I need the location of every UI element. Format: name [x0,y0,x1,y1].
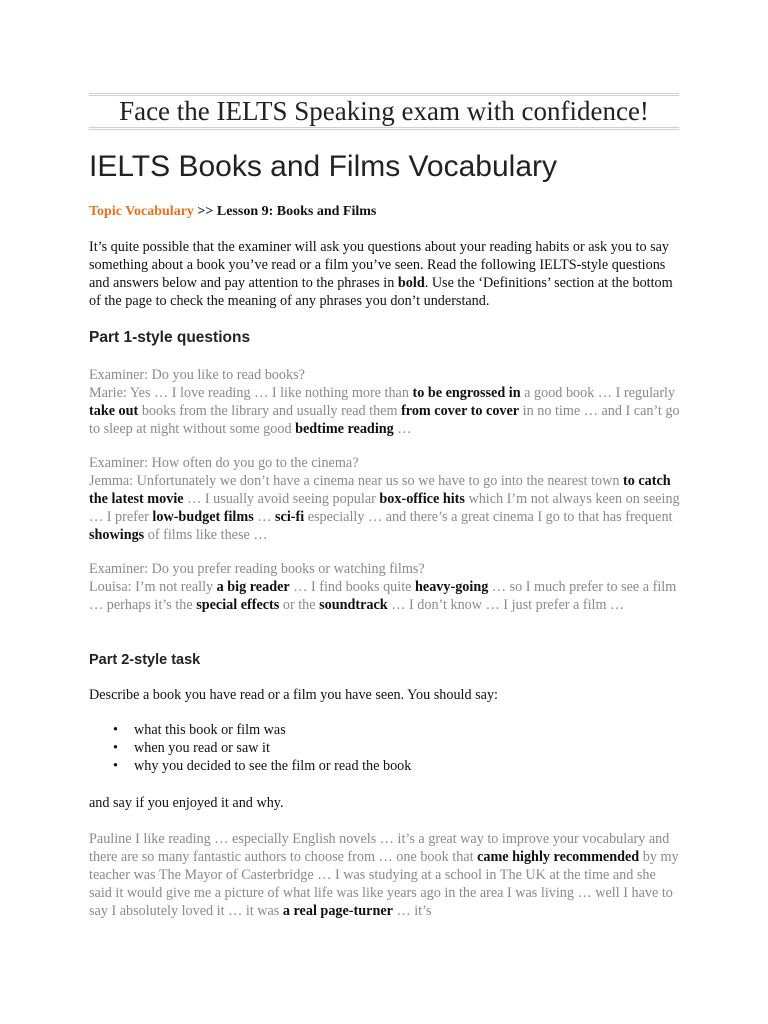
intro-text: It’s quite possible that the examiner will ask you questions about your reading habits or ask you to say something about a book you’ve read or a film you’ve seen. Read the following IELTS-style questions and answers below and pay attention to the phrases in [89,239,670,291]
list-item [89,739,411,757]
answer-text: … [253,509,275,525]
page-title: IELTS Books and Films Vocabulary [89,150,557,183]
answer-text: … I usually avoid seeing popular [183,491,380,507]
bullet-icon: • [113,758,118,774]
answer-text: … it’s [392,903,432,919]
list-item-text: why you decided to see the film or read the book [134,758,412,774]
qa-louisa [89,560,681,614]
part2-heading: Part 2-style task [89,652,201,668]
answer-text: of films like these … [144,527,268,543]
topic-vocabulary-link[interactable]: Topic Vocabulary [89,204,194,219]
bullet-list [89,721,411,775]
answer-text: books from the library and usually read them [138,403,402,419]
task-instruction: Describe a book you have read or a film you have seen. You should say: [89,687,498,703]
intro-bold: bold [397,275,425,291]
phrase: take out [89,403,139,419]
answer-text: Marie: Yes … I love reading … I like nothing more than [89,385,413,401]
answer-text: … I find books quite [289,579,415,595]
phrase: showings [89,527,145,543]
answer-text: Louisa: I’m not really [89,579,217,595]
examiner-question: Examiner: Do you like to read books? [89,367,305,383]
examiner-question: Examiner: How often do you go to the cinema? [89,455,359,471]
list-item-text: what this book or film was [134,722,286,738]
phrase: box-office hits [379,491,465,507]
answer-text: in no time … and I can’t go to sleep at night without some good [89,403,680,437]
answer-text: Pauline I like reading … especially English novels … it’s a great way to improve your vocabulary and there are so many fantastic authors to choose from … one book that [89,831,670,865]
breadcrumb [89,203,376,221]
phrase: special effects [196,597,280,613]
answer-text: by my teacher was The Mayor of Casterbridge … I was studying at a school in The UK at the time and she said it would give me a picture of what life was like years ago in the area I was living … well I have to say I absolutely loved it … it was [89,849,679,919]
phrase: came highly recommended [477,849,640,865]
breadcrumb-current: Lesson 9: Books and Films [216,204,377,219]
answer-text: which I’m not always keen on seeing … I prefer [89,491,680,525]
bullet-icon: • [113,740,118,756]
list-item [89,757,411,775]
answer-text: Jemma: Unfortunately we don’t have a cinema near us so we have to go into the nearest town [89,473,623,489]
phrase: sci-fi [275,509,305,525]
intro-text-2: . Use the ‘Definitions’ section at the bottom of the page to check the meaning of any phrases you don’t understand. [89,275,673,309]
answer-text: … I don’t know … I just prefer a film … [387,597,625,613]
closing-line: and say if you enjoyed it and why. [89,795,284,811]
phrase: heavy-going [415,579,489,595]
phrase: a big reader [216,579,290,595]
phrase: bedtime reading [295,421,394,437]
banner: Face the IELTS Speaking exam with confidence! [89,93,679,130]
part1-heading: Part 1-style questions [89,329,251,346]
answer-text: especially … and there’s a great cinema I go to that has frequent [304,509,673,525]
phrase: to be engrossed in [412,385,521,401]
intro-paragraph [89,238,681,310]
qa-marie [89,366,681,438]
phrase: to catch the latest movie [89,473,671,507]
answer-text: a good book … I regularly [520,385,676,401]
examiner-question: Examiner: Do you prefer reading books or watching films? [89,561,425,577]
list-item [89,721,411,739]
phrase: soundtrack [319,597,388,613]
answer-text: … so I much prefer to see a film … perhaps it’s the [89,579,677,613]
qa-jemma [89,454,681,544]
list-item-text: when you read or saw it [134,740,270,756]
breadcrumb-separator: >> [193,204,217,219]
bullet-icon: • [113,722,118,738]
answer-text: … [393,421,412,437]
phrase: low-budget films [152,509,254,525]
qa-pauline [89,830,681,920]
phrase: a real page-turner [282,903,393,919]
answer-text: or the [279,597,320,613]
phrase: from cover to cover [401,403,520,419]
